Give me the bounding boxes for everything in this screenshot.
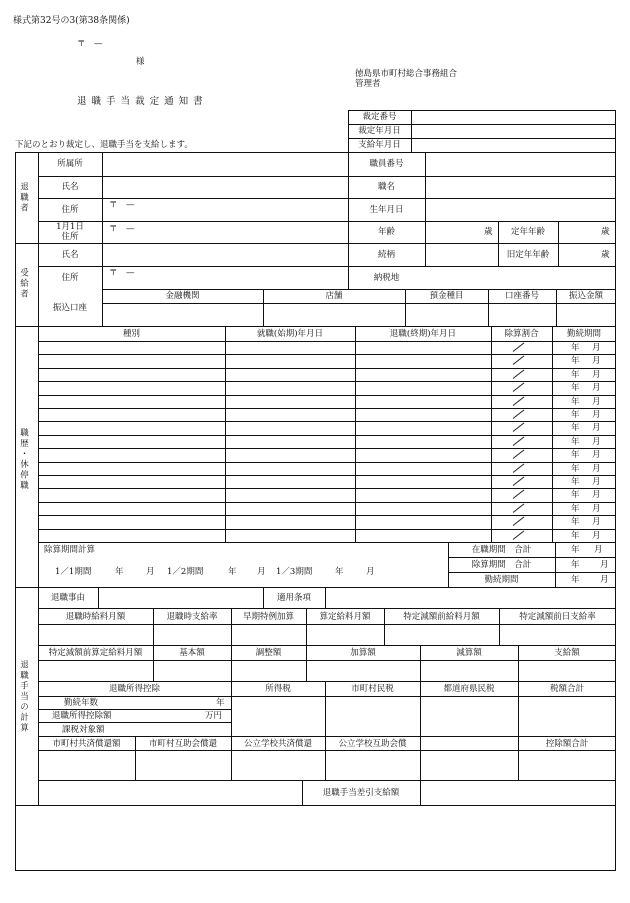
career-row-line [38, 341, 616, 342]
r4-school-aid: 公立学校互助会償 [338, 739, 407, 749]
sama-label: 様 [136, 57, 145, 67]
ref-payment-date: 支給年月日 [358, 140, 401, 150]
form-number: 様式第32号の3(第38条関係) [13, 16, 130, 26]
career-row-line [38, 354, 616, 355]
prefectural-tax-label: 都道府県民税 [443, 684, 495, 694]
summary-month-2: 月 [600, 560, 609, 570]
intro-text: 下記のとおり裁定し、退職手当を支給します。 [15, 140, 193, 150]
age-label: 年齢 [377, 227, 395, 237]
career-header-start: 就職(始期)年月日 [256, 329, 324, 339]
r2-payment-amount: 支給額 [554, 648, 580, 658]
ref-decision-no: 裁定番号 [362, 112, 397, 122]
branch-label: 店舗 [325, 291, 343, 301]
recipient-address-label: 住所 [61, 273, 79, 283]
amount-label: 振込金額 [568, 291, 603, 301]
summary-year-2: 年 [571, 560, 580, 570]
age-unit: 歳 [484, 227, 493, 237]
bank-label: 金融機関 [165, 291, 200, 301]
municipal-tax-label: 市町村民税 [351, 684, 394, 694]
career-month-unit: 月 [592, 477, 601, 487]
recipient-postal: 〒 — [109, 268, 135, 278]
deduction-amount-label: 退職所得控除額 [52, 711, 112, 721]
job-title-label: 職名 [377, 182, 395, 192]
period-1-year: 年 [115, 567, 124, 577]
career-month-unit: 月 [592, 490, 601, 501]
career-header-ratio: 除算割合 [504, 329, 539, 339]
deduction-unit: 万円 [205, 711, 223, 721]
retire-age-unit: 歳 [601, 227, 610, 237]
calc-period-label: 除算期間計算 [44, 545, 96, 555]
summary-excluded-total: 除算期間 合計 [471, 560, 532, 570]
career-month-unit: 月 [592, 517, 601, 528]
r4-municipal-aid: 市町村互助会償還 [148, 739, 217, 749]
r1-calc-salary: 算定給料月額 [319, 612, 371, 622]
net-payment-label: 退職手当差引支給額 [322, 788, 400, 798]
career-month-unit: 月 [592, 410, 601, 420]
document-title: 退 職 手 当 裁 定 通 知 書 [77, 96, 204, 107]
r2-base-amount: 基本額 [179, 648, 205, 658]
retiree-jan1-postal: 〒 — [109, 224, 135, 234]
career-year-unit: 年 [571, 477, 580, 487]
r2-calc-salary-pre: 特定減額前算定給料月額 [48, 648, 143, 658]
period-2-year: 年 [228, 567, 237, 577]
old-retire-age-unit: 歳 [601, 250, 610, 260]
header-postal: 〒 — [77, 39, 103, 49]
r2-subtraction: 減算額 [456, 648, 482, 658]
period-1-label: 1／1期間 [55, 567, 92, 577]
career-year-unit: 年 [571, 410, 580, 420]
career-row-line [38, 395, 616, 396]
recipient-section-label: 受給者 [18, 268, 29, 300]
career-year-unit: 年 [571, 530, 580, 541]
income-deduction-label: 退職所得控除 [108, 684, 160, 694]
period-3-label: 1／3期間 [276, 567, 313, 577]
career-year-unit: 年 [571, 423, 580, 434]
period-2-label: 1／2期間 [167, 567, 204, 577]
career-row-line [38, 381, 616, 382]
career-row-line [38, 462, 616, 463]
career-section-label: 職歴・休停職 [18, 428, 29, 491]
recipient-name-label: 氏名 [61, 250, 79, 260]
r1-monthly-salary: 退職時給料月額 [65, 612, 126, 622]
career-month-unit: 月 [592, 530, 601, 541]
retiree-address-postal: 〒 — [109, 200, 135, 210]
career-row-line [38, 421, 616, 422]
r4-deduction-total: 控除額合計 [545, 739, 589, 749]
career-row-line [38, 475, 616, 476]
career-header-end: 退職(終期)年月日 [389, 329, 457, 339]
career-year-unit: 年 [571, 490, 580, 501]
summary-year-3: 年 [571, 575, 580, 585]
career-month-unit: 月 [592, 383, 601, 394]
service-years-label: 勤続年数 [64, 698, 99, 708]
summary-continuous: 勤続期間 [484, 575, 519, 585]
retiree-jan1-label: 1月1日 [56, 222, 84, 232]
career-year-unit: 年 [571, 383, 580, 394]
retiree-address-label: 住所 [61, 205, 79, 215]
calc-section-label: 退職手当の計算 [18, 660, 29, 734]
career-month-unit: 月 [592, 503, 601, 514]
tax-total-label: 税額合計 [549, 684, 584, 694]
r2-addition: 加算額 [350, 648, 376, 658]
r1-early-addition: 早期特例加算 [242, 612, 294, 622]
retiree-jan1-label-2: 住所 [61, 232, 79, 242]
career-row-line [38, 502, 616, 503]
retiree-affiliation-label: 所属所 [57, 159, 83, 169]
career-header-type: 種別 [122, 329, 140, 339]
account-no-label: 口座番号 [504, 291, 539, 301]
career-row-line [38, 515, 616, 516]
old-retire-age-label: 旧定年年齢 [506, 250, 550, 260]
issuer-org: 徳島県市町村総合事務組合 [355, 69, 458, 79]
birth-date-label: 生年月日 [369, 205, 404, 215]
career-month-unit: 月 [592, 463, 601, 474]
career-month-unit: 月 [592, 436, 601, 447]
career-month-unit: 月 [592, 343, 601, 353]
deposit-type-label: 預金種目 [429, 291, 464, 301]
career-row-line [38, 368, 616, 369]
career-row-line [38, 408, 616, 409]
career-month-unit: 月 [592, 369, 601, 380]
career-year-unit: 年 [571, 356, 580, 367]
period-1-month: 月 [146, 567, 155, 577]
retiree-section-label: 退職者 [18, 182, 29, 214]
tax-place-label: 納税地 [373, 273, 400, 283]
career-year-unit: 年 [571, 450, 580, 461]
summary-service-total: 在職期間 合計 [471, 545, 532, 555]
reason-label: 退職事由 [50, 593, 85, 603]
income-tax-label: 所得税 [265, 684, 291, 694]
career-row-line [38, 529, 616, 530]
r1-pre-reduction-salary: 特定減額前給料月額 [403, 612, 480, 622]
summary-month-3: 月 [600, 575, 609, 585]
ref-decision-date: 裁定年月日 [358, 126, 401, 136]
career-year-unit: 年 [571, 436, 580, 447]
career-row-line [38, 488, 616, 489]
career-row-line [38, 448, 616, 449]
career-row-line [38, 435, 616, 436]
career-month-unit: 月 [592, 423, 601, 434]
summary-month-1: 月 [594, 545, 603, 555]
career-year-unit: 年 [571, 369, 580, 380]
clause-label: 適用条項 [276, 593, 311, 603]
retire-age-label: 定年年齢 [510, 227, 545, 237]
issuer-title: 管理者 [355, 79, 381, 89]
account-label: 振込口座 [52, 303, 87, 313]
service-years-unit: 年 [216, 698, 225, 708]
staff-no-label: 職員番号 [369, 159, 404, 169]
taxable-amount-label: 課税対象額 [62, 725, 105, 735]
career-year-unit: 年 [571, 503, 580, 514]
period-3-month: 月 [366, 567, 375, 577]
period-3-year: 年 [335, 567, 344, 577]
r1-payment-rate: 退職時支給率 [166, 612, 218, 622]
career-month-unit: 月 [592, 356, 601, 367]
summary-year-1: 年 [571, 545, 580, 555]
career-year-unit: 年 [571, 343, 580, 353]
career-year-unit: 年 [571, 517, 580, 528]
career-month-unit: 月 [592, 396, 601, 407]
period-2-month: 月 [257, 567, 266, 577]
r4-school-mutual: 公立学校共済償還 [243, 739, 312, 749]
r1-pre-reduction-rate: 特定減額前日支給率 [519, 612, 596, 622]
career-header-period: 勤続期間 [566, 329, 601, 339]
retiree-name-label: 氏名 [61, 182, 79, 192]
r4-municipal-mutual: 市町村共済償還額 [52, 739, 121, 749]
r2-adjustment: 調整額 [255, 648, 282, 658]
career-year-unit: 年 [571, 463, 580, 474]
career-month-unit: 月 [592, 450, 601, 461]
career-year-unit: 年 [571, 396, 580, 407]
relation-label: 続柄 [377, 250, 395, 260]
